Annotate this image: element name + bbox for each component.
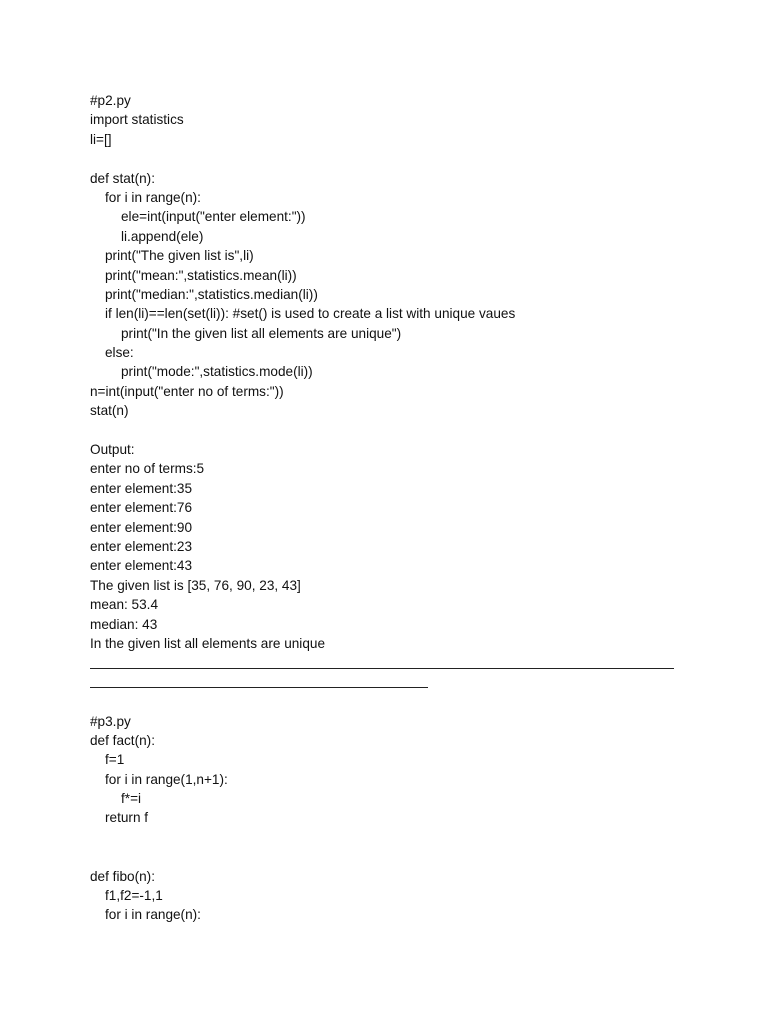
code-line: else: xyxy=(105,345,134,361)
code-line: print("In the given list all elements are unique") xyxy=(121,325,402,341)
output-line: The given list is [35, 76, 90, 23, 43] xyxy=(90,577,301,593)
output-line: median: 43 xyxy=(90,616,158,632)
program-p2-output-lines xyxy=(90,459,730,653)
program-p2-header: #p2.py xyxy=(90,93,131,108)
code-line: print("mean:",statistics.mean(li)) xyxy=(105,267,297,283)
code-line: f1,f2=-1,1 xyxy=(105,888,163,904)
code-line: for i in range(n): xyxy=(105,907,201,923)
code-line: def fibo(n): xyxy=(90,868,155,884)
separator-line-continued xyxy=(90,673,428,692)
output-line: enter element:76 xyxy=(90,500,193,516)
code-line: return f xyxy=(105,810,149,826)
code-line: print("The given list is",li) xyxy=(105,248,254,264)
output-line: enter no of terms:5 xyxy=(90,461,205,477)
code-line: print("median:",statistics.median(li)) xyxy=(105,286,318,302)
program-p3-code xyxy=(90,731,730,925)
code-line: n=int(input("enter no of terms:")) xyxy=(90,383,284,399)
code-line xyxy=(90,421,730,440)
separator-line xyxy=(90,653,674,672)
code-line xyxy=(90,828,730,847)
code-line: import statistics xyxy=(90,112,184,128)
output-line: enter element:90 xyxy=(90,519,193,535)
output-line: mean: 53.4 xyxy=(90,597,159,613)
blank-line xyxy=(90,692,730,711)
code-line: print("mode:",statistics.mode(li)) xyxy=(121,364,313,380)
code-line: stat(n) xyxy=(90,403,129,419)
code-line: f*=i xyxy=(121,791,142,807)
program-p3 xyxy=(90,712,730,925)
program-p2 xyxy=(90,91,730,440)
document-page xyxy=(90,91,730,925)
code-line: li.append(ele) xyxy=(121,228,204,244)
output-line: In the given list all elements are unique xyxy=(90,635,326,651)
code-line: for i in range(n): xyxy=(105,189,201,205)
code-line: if len(li)==len(set(li)): #set() is used to create a list with unique vaues xyxy=(105,306,516,322)
output-line: enter element:43 xyxy=(90,558,193,574)
output-label: Output: xyxy=(90,442,135,458)
code-line: f=1 xyxy=(105,752,125,768)
program-p3-header: #p3.py xyxy=(90,713,131,729)
code-line xyxy=(90,847,730,866)
output-line: enter element:23 xyxy=(90,538,193,554)
program-p2-code xyxy=(90,110,730,440)
code-line: ele=int(input("enter element:")) xyxy=(121,209,306,225)
code-line: for i in range(1,n+1): xyxy=(105,771,228,787)
output-line: enter element:35 xyxy=(90,480,193,496)
code-line xyxy=(90,149,730,168)
code-line: li=[] xyxy=(90,131,112,147)
program-p2-output xyxy=(90,440,730,653)
code-line: def stat(n): xyxy=(90,170,155,186)
code-line: def fact(n): xyxy=(90,732,155,748)
